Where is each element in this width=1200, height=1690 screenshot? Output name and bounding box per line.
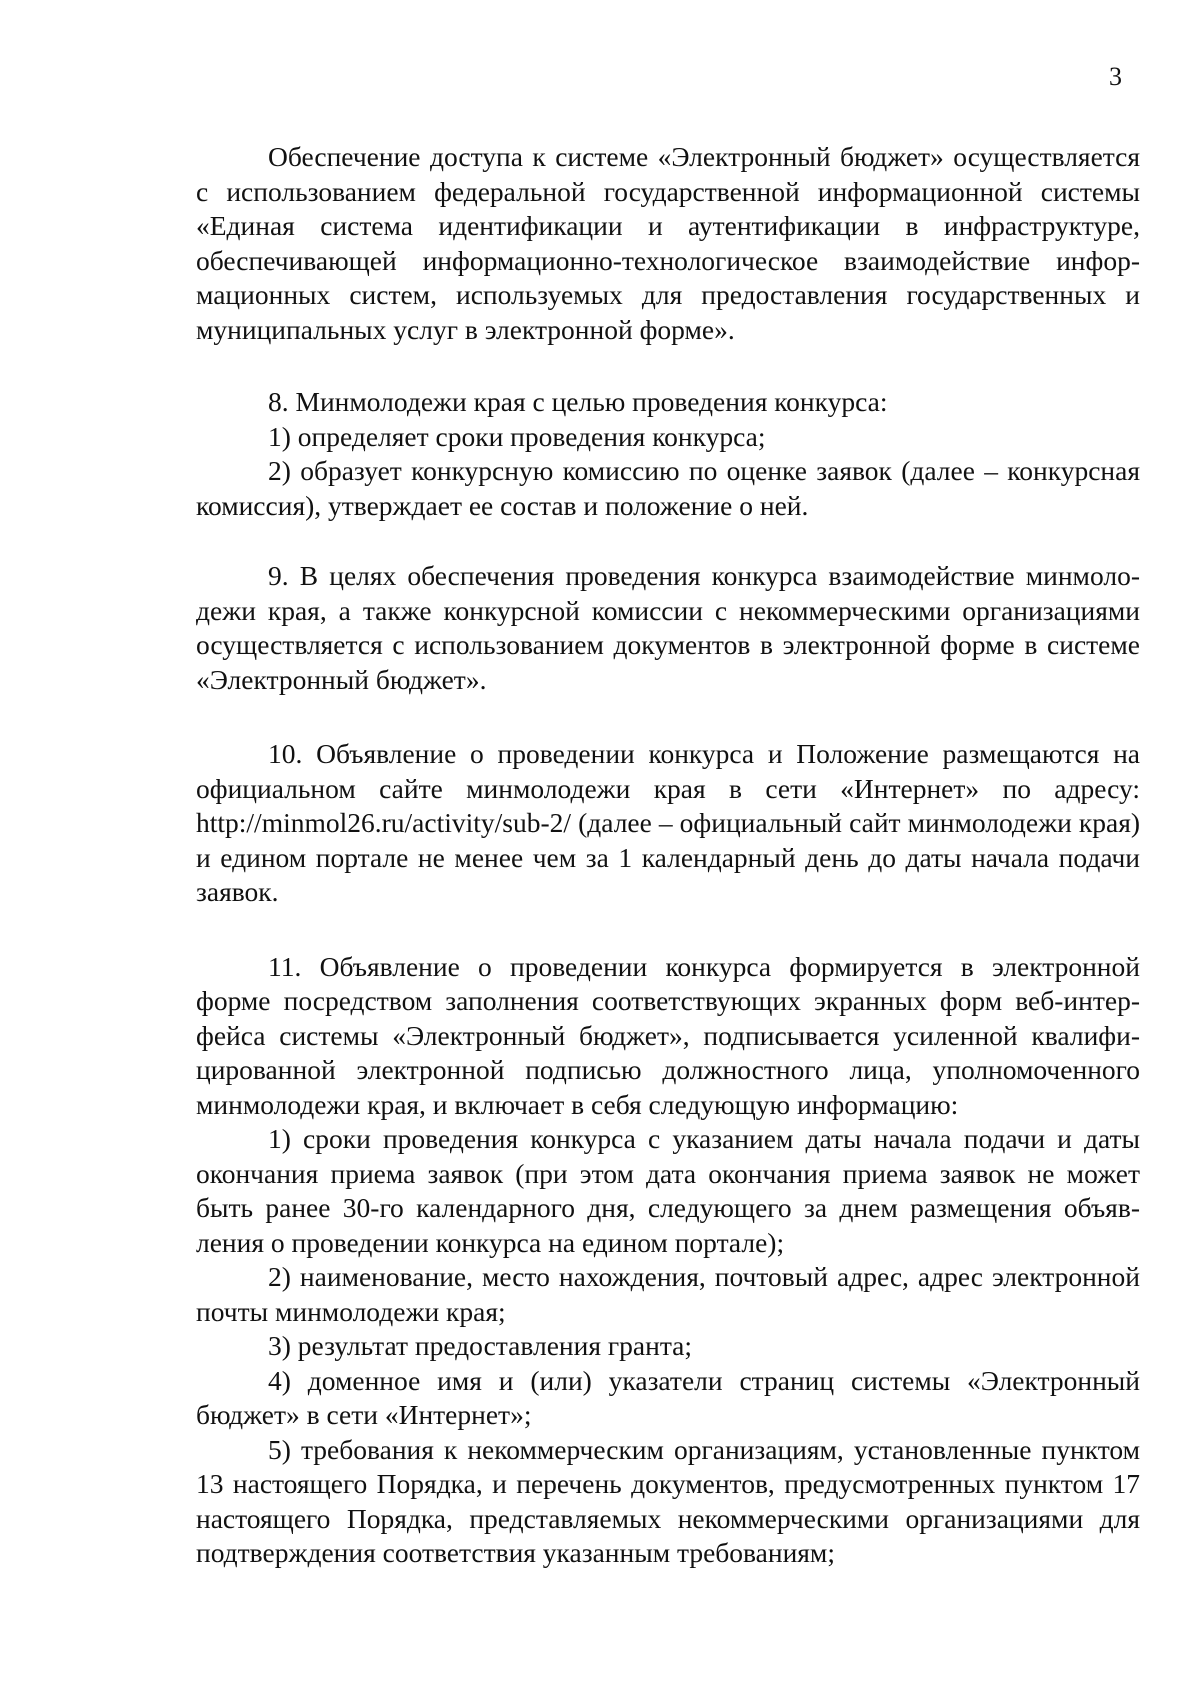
section-11-item: 4) доменное имя и (или) указатели страниц системы «Электронный бюджет» в сети «Интернет»; xyxy=(196,1364,1140,1430)
section-8 xyxy=(196,385,1140,523)
section-11-item: 2) наименование, место нахождения, почтовый адрес, адрес электронной почты минмолодежи края; xyxy=(196,1261,1140,1327)
section-11-item: 1) сроки проведения конкурса с указанием даты начала подачи и даты окончания приема заявок (при этом дата окончания приема заявок не может быть ранее 30-го календарного дня, следующего за днем размещения объявления о проведении конкурса на едином портале); xyxy=(196,1123,1140,1258)
intro-paragraph: Обеспечение доступа к системе «Электронный бюджет» осуществляется с использованием федеральной государственной информационной системы «Единая система идентификации и аутентификации в инфраструктуре, обеспечивающей информационно-технологическое взаимодействие информационных систем, используемых для предоставления государственных и муниципальных услуг в электронной форме». xyxy=(196,141,1140,345)
page-number: 3 xyxy=(1109,62,1122,91)
section-9-paragraph: 9. В целях обеспечения проведения конкурса взаимодействие минмолодежи края, а также конкурсной комиссии с некоммерческими организациями осуществляется с использованием документов в электронной форме в системе «Электронный бюджет». xyxy=(196,560,1140,695)
document-body xyxy=(196,140,1140,1571)
section-11 xyxy=(196,950,1140,1571)
section-10-paragraph: 10. Объявление о проведении конкурса и Положение размещаются на официальном сайте минмолодежи края в сети «Интернет» по адресу: http://minmol26.ru/activity/sub-2/ (далее – официальный сайт минмолодежи края) и едином портале не менее чем за 1 календарный день до даты начала подачи заявок. xyxy=(196,738,1140,907)
section-9 xyxy=(196,559,1140,697)
section-11-item: 3) результат предоставления гранта; xyxy=(268,1330,693,1361)
section-8-item: 2) образует конкурсную комиссию по оценке заявок (далее – конкурсная комиссия), утверждает ее состав и положение о ней. xyxy=(196,455,1140,521)
section-10 xyxy=(196,737,1140,910)
section-8-heading: 8. Минмолодежи края с целью проведения конкурса: xyxy=(268,386,888,417)
section-11-item: 5) требования к некоммерческим организациям, установленные пунктом 13 настоящего Порядка, и перечень документов, предусмотренных пунктом 17 настоящего Порядка, представляемых некоммерческими организациями для подтверждения соответствия указанным требованиям; xyxy=(196,1433,1140,1568)
section-11-heading: 11. Объявление о проведении конкурса формируется в электронной форме посредством заполнения соответствующих экранных форм веб-интерфейса системы «Электронный бюджет», подписывается усиленной квалифицированной электронной подписью должностного лица, уполномоченного минмолодежи края, и включает в себя следующую информацию: xyxy=(196,950,1140,1120)
section-8-item: 1) определяет сроки проведения конкурса; xyxy=(268,420,766,452)
